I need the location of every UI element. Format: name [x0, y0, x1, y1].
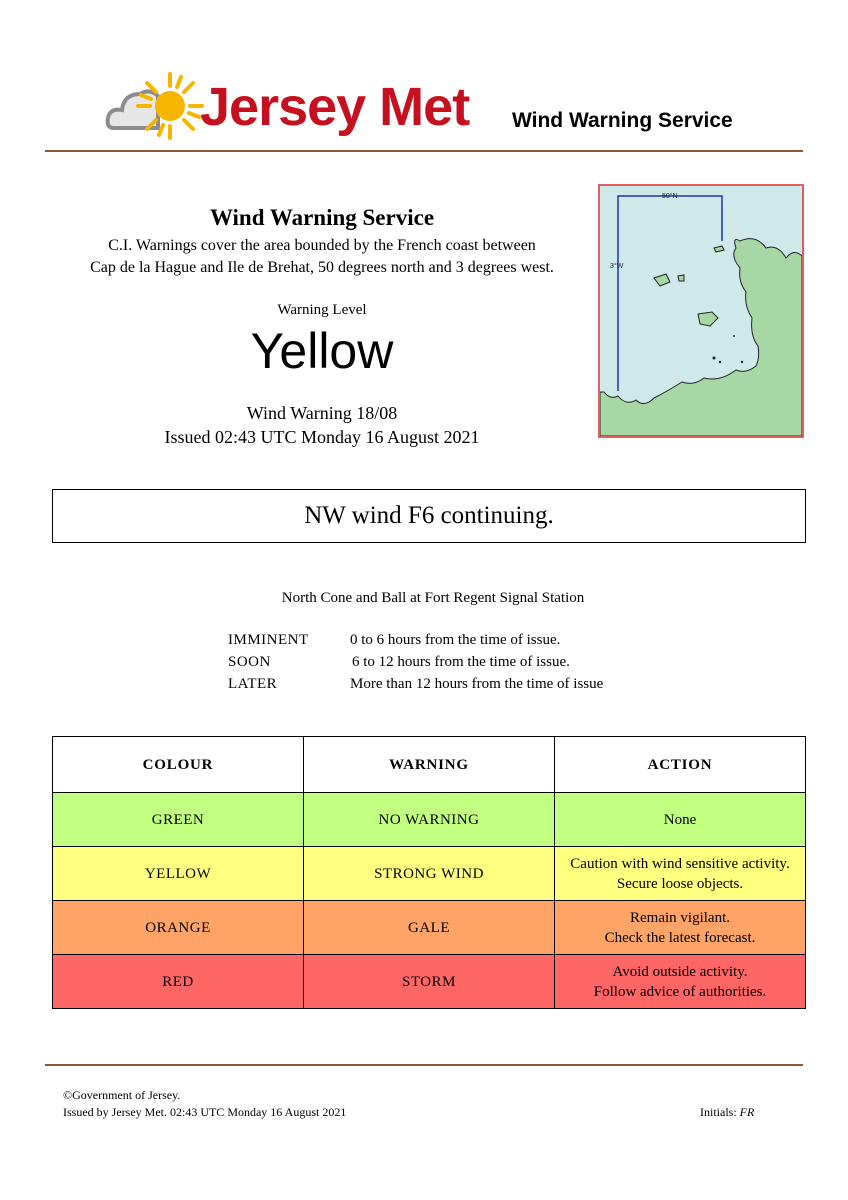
cell-colour: RED: [53, 955, 304, 1009]
bottom-divider: [45, 1064, 803, 1066]
action-line: Follow advice of authorities.: [593, 983, 767, 1000]
action-line: Remain vigilant.: [630, 909, 730, 926]
coverage-map: [598, 184, 804, 438]
cell-warning: NO WARNING: [304, 793, 555, 847]
term-label: SOON: [228, 654, 271, 670]
coverage-text-line1: C.I. Warnings cover the area bounded by the French coast between: [108, 237, 536, 254]
cell-colour: GREEN: [53, 793, 304, 847]
footer-initials: [700, 1104, 754, 1120]
warning-message: NW wind F6 continuing.: [304, 502, 554, 529]
initials-value: FR: [739, 1105, 755, 1119]
cell-action: [555, 793, 806, 847]
cell-action: [555, 901, 806, 955]
footer-issued-by: Issued by Jersey Met. 02:43 UTC Monday 16 August 2021: [63, 1105, 347, 1119]
header-service-name: Wind Warning Service: [512, 109, 733, 132]
island-sark: [678, 275, 684, 281]
column-header-colour: COLOUR: [53, 737, 304, 793]
cell-warning: STORM: [304, 955, 555, 1009]
map-lon-label: 3°W: [610, 263, 624, 270]
cell-warning: STRONG WIND: [304, 847, 555, 901]
action-line: Secure loose objects.: [616, 875, 744, 892]
logo-wordmark: Jersey Met: [200, 77, 470, 137]
table-row: [53, 901, 806, 955]
cell-colour: YELLOW: [53, 847, 304, 901]
cell-colour: ORANGE: [53, 901, 304, 955]
table-row: [53, 793, 806, 847]
map-lat-label: 50°N: [662, 193, 678, 200]
issued-time: Issued 02:43 UTC Monday 16 August 2021: [164, 427, 480, 447]
cell-warning: GALE: [304, 901, 555, 955]
table-row: [53, 955, 806, 1009]
action-line: None: [663, 811, 697, 828]
table-row: [53, 847, 806, 901]
term-definition: 6 to 12 hours from the time of issue.: [352, 654, 570, 670]
cell-action: [555, 955, 806, 1009]
term-definition: More than 12 hours from the time of issue: [350, 676, 604, 692]
signal-station-text: North Cone and Ball at Fort Regent Signal Station: [281, 590, 585, 606]
warning-message-box: [52, 489, 806, 543]
term-definition: 0 to 6 hours from the time of issue.: [350, 632, 561, 648]
service-title: Wind Warning Service: [209, 205, 435, 230]
table-header-row: [53, 737, 806, 793]
warning-levels-table: [52, 736, 806, 1009]
cell-action: [555, 847, 806, 901]
coverage-text-line2: Cap de la Hague and Ile de Brehat, 50 degrees north and 3 degrees west.: [90, 259, 554, 276]
action-line: Avoid outside activity.: [612, 963, 748, 980]
coverage-map-graphic: [600, 186, 802, 436]
warning-number: Wind Warning 18/08: [246, 403, 398, 423]
sun-icon: [138, 74, 202, 138]
top-divider: [45, 150, 803, 152]
term-label: LATER: [228, 676, 278, 692]
term-label: IMMINENT: [228, 632, 309, 648]
warning-level-label: Warning Level: [277, 302, 367, 318]
action-line: Check the latest forecast.: [604, 929, 756, 946]
footer-copyright: ©Government of Jersey.: [63, 1088, 181, 1102]
action-line: Caution with wind sensitive activity.: [570, 855, 790, 872]
column-header-action: ACTION: [555, 737, 806, 793]
column-header-warning: WARNING: [304, 737, 555, 793]
initials-label: Initials:: [700, 1105, 737, 1119]
warning-level-value: Yellow: [250, 323, 394, 379]
